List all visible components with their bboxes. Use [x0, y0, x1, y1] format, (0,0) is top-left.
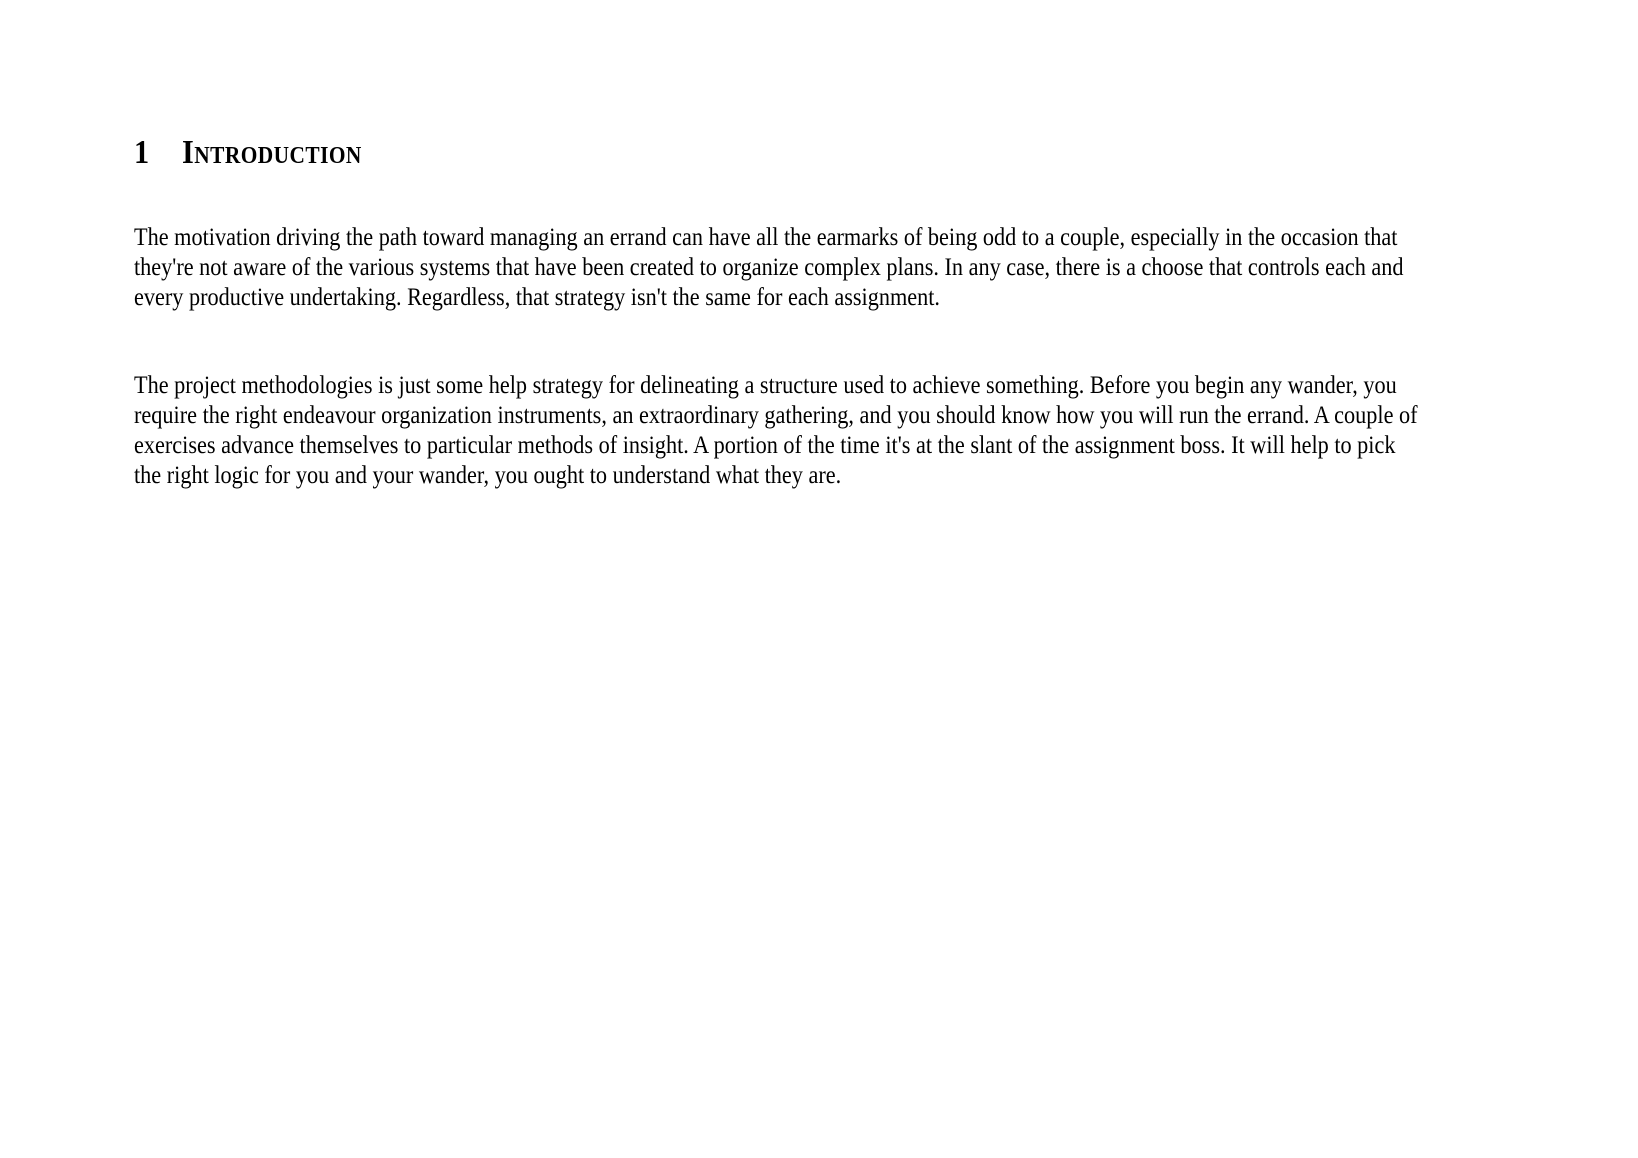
section-title: Introduction — [182, 134, 362, 171]
paragraph-2 — [134, 371, 1418, 491]
section-number: 1 — [134, 134, 150, 171]
paragraph-2-line-3: exercises advance themselves to particular methods of insight. A portion of the time it's at the slant of the assignment boss. It will help to pick — [134, 432, 1396, 459]
page-content — [134, 0, 1603, 1158]
paragraph-2-line-2: require the right endeavour organization instruments, an extraordinary gathering, and you should know how you will run the errand. A couple of — [134, 402, 1418, 429]
section-heading — [134, 136, 362, 170]
paragraph-2-line-4: the right logic for you and your wander, you ought to understand what they are. — [134, 462, 842, 489]
paragraph-1-line-2: they're not aware of the various systems that have been created to organize complex plans. In any case, there is a choose that controls each and — [134, 254, 1404, 281]
paragraph-1 — [134, 223, 1404, 313]
paragraph-1-line-3: every productive undertaking. Regardless, that strategy isn't the same for each assignment. — [134, 284, 941, 311]
paragraph-2-line-1: The project methodologies is just some help strategy for delineating a structure used to achieve something. Before you begin any wander, you — [134, 372, 1397, 399]
paragraph-1-line-1: The motivation driving the path toward managing an errand can have all the earmarks of being odd to a couple, especially in the occasion that — [134, 224, 1398, 251]
